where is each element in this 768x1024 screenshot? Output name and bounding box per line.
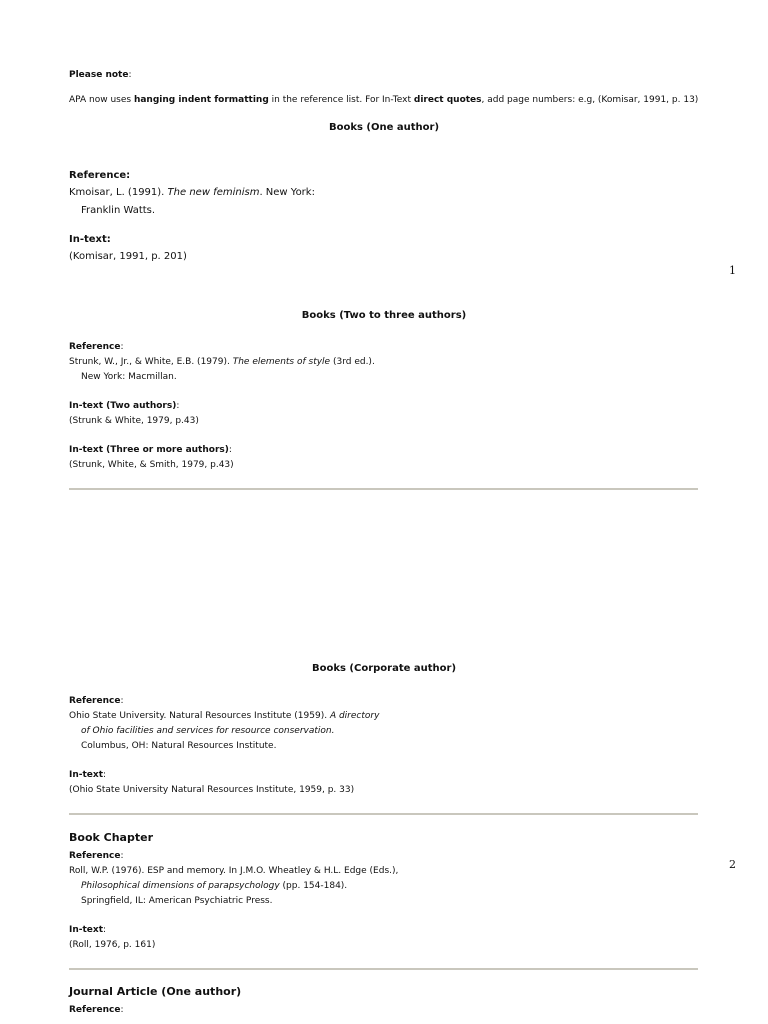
sec2-two-authors-label bbox=[69, 399, 179, 414]
sec4-intext-colon: : bbox=[103, 925, 107, 935]
sec2-ref-colon: : bbox=[120, 342, 124, 352]
sec2-three-authors-label bbox=[69, 443, 232, 458]
sec4-intext-label-text: In-text bbox=[69, 925, 104, 935]
section-title-books-corporate-author: Books (Corporate author) bbox=[311, 663, 457, 674]
sec3-intext-label-text: In-text bbox=[69, 770, 104, 780]
sec4-ref-b: (pp. 154-184). bbox=[279, 881, 348, 891]
sec2-reference-line1 bbox=[69, 355, 375, 370]
sec1-reference-line2: Franklin Watts. bbox=[81, 205, 156, 216]
sec3-ref-a: Ohio State University. Natural Resources Institute (1959). bbox=[69, 711, 330, 721]
note-bold-1: hanging indent formatting bbox=[133, 95, 269, 105]
sec4-ref-colon: : bbox=[120, 851, 124, 861]
sec3-ref-colon: : bbox=[120, 696, 124, 706]
sec1-reference-line1 bbox=[69, 184, 315, 201]
sec1-ref-b: . New York: bbox=[259, 187, 315, 198]
sec2-reference-line2: New York: Macmillan. bbox=[81, 372, 177, 382]
sec5-ref-label-text: Reference bbox=[69, 1005, 121, 1015]
sec4-reference-line2 bbox=[69, 879, 347, 894]
sec3-reference-line2: of Ohio facilities and services for resource conservation. bbox=[81, 726, 335, 736]
sec4-intext: (Roll, 1976, p. 161) bbox=[69, 940, 156, 950]
note-text-2: in the reference list. For In-Text bbox=[268, 95, 414, 105]
sec2-reference-label bbox=[69, 340, 124, 355]
sec2-three-colon: : bbox=[228, 445, 232, 455]
sec2-three-authors-intext: (Strunk, White, & Smith, 1979, p.43) bbox=[69, 460, 234, 470]
sec2-three-label-text: In-text (Three or more authors) bbox=[69, 445, 229, 455]
sec1-intext-label: In-text: bbox=[69, 234, 111, 245]
section-title-journal-article-one-author: Journal Article (One author) bbox=[69, 985, 242, 998]
sec5-ref-colon: : bbox=[120, 1005, 124, 1015]
page-number-2: 2 bbox=[729, 858, 736, 871]
sec3-intext-colon: : bbox=[103, 770, 107, 780]
sec3-reference-line1 bbox=[69, 709, 379, 724]
sec4-reference-line3: Springfield, IL: American Psychiatric Press. bbox=[81, 896, 273, 906]
sec3-intext: (Ohio State University Natural Resources Institute, 1959, p. 33) bbox=[69, 785, 355, 795]
sec4-ref-label-text: Reference bbox=[69, 851, 121, 861]
section-title-books-one-author: Books (One author) bbox=[328, 122, 440, 133]
sec2-two-authors-intext: (Strunk & White, 1979, p.43) bbox=[69, 416, 199, 426]
section-title-books-two-three-authors: Books (Two to three authors) bbox=[301, 310, 467, 321]
sec4-intext-label bbox=[69, 923, 106, 938]
sec2-two-label-text: In-text (Two authors) bbox=[69, 401, 177, 411]
sec1-ref-a: Kmoisar, L. (1991). bbox=[69, 187, 168, 198]
section-title-book-chapter: Book Chapter bbox=[69, 831, 153, 844]
sec2-ref-a: Strunk, W., Jr., & White, E.B. (1979). bbox=[69, 357, 233, 367]
sec3-reference-label bbox=[69, 694, 124, 709]
sec3-ref-title1: A directory bbox=[329, 711, 380, 721]
sec4-ref-title: Philosophical dimensions of parapsychology bbox=[81, 881, 280, 891]
note-bold-2: direct quotes bbox=[413, 95, 482, 105]
note-text-1: APA now uses bbox=[69, 95, 134, 105]
sec2-ref-b: (3rd ed.). bbox=[330, 357, 375, 367]
sec2-ref-label-text: Reference bbox=[69, 342, 121, 352]
note-label: Please note bbox=[69, 70, 129, 80]
note-paragraph bbox=[69, 93, 709, 108]
page-number-1: 1 bbox=[729, 264, 736, 277]
note-colon: : bbox=[128, 70, 132, 80]
sec1-ref-title: The new feminism bbox=[167, 187, 260, 198]
sec4-reference-label bbox=[69, 849, 124, 864]
sec1-reference-label: Reference: bbox=[69, 170, 131, 181]
note-text-3: , add page numbers: e.g, (Komisar, 1991, p. 13) bbox=[481, 95, 699, 105]
divider bbox=[69, 488, 698, 490]
sec2-ref-title: The elements of style bbox=[232, 357, 331, 367]
sec4-reference-line1: Roll, W.P. (1976). ESP and memory. In J.M.O. Wheatley & H.L. Edge (Eds.), bbox=[69, 866, 399, 876]
sec3-intext-label bbox=[69, 768, 106, 783]
divider bbox=[69, 968, 698, 970]
sec3-reference-line3: Columbus, OH: Natural Resources Institute. bbox=[81, 741, 277, 751]
sec1-intext: (Komisar, 1991, p. 201) bbox=[69, 251, 187, 262]
sec2-two-colon: : bbox=[176, 401, 180, 411]
sec5-reference-label bbox=[69, 1003, 124, 1018]
divider bbox=[69, 813, 698, 815]
sec3-ref-label-text: Reference bbox=[69, 696, 121, 706]
please-note bbox=[69, 68, 132, 83]
